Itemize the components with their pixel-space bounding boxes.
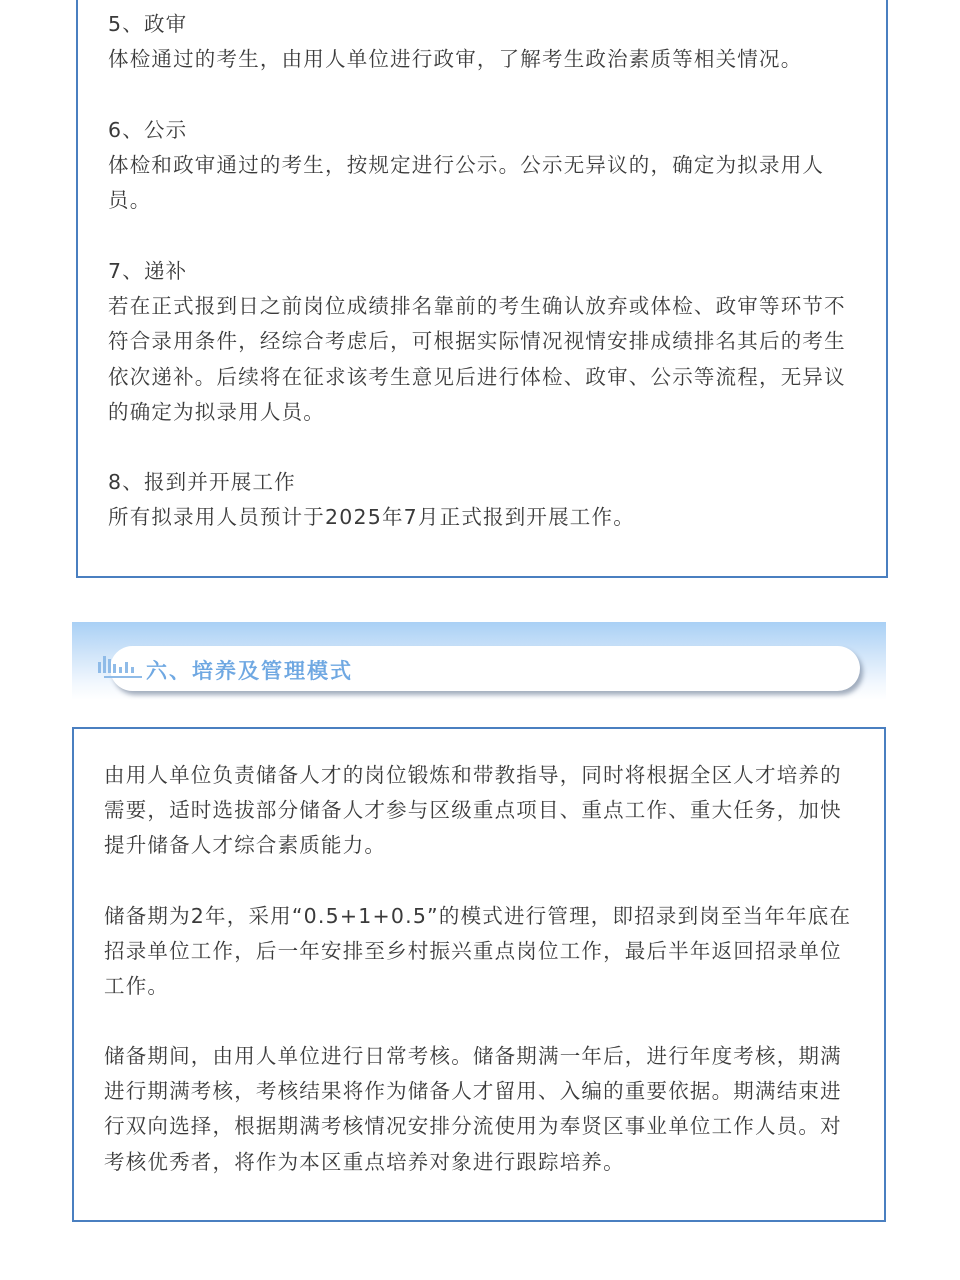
paragraph-reserve-period xyxy=(104,899,859,1005)
step-title: 5、政审 xyxy=(108,12,188,36)
paragraph-line: 储备期间，由用人单位进行日常考核。储备期满一年后，进行年度考核，期满 xyxy=(104,1044,842,1068)
step-7 xyxy=(108,254,860,430)
step-text: 体检通过的考生，由用人单位进行政审，了解考生政治素质等相关情况。 xyxy=(108,47,803,72)
step-6 xyxy=(108,113,860,219)
step-title: 7、递补 xyxy=(108,259,188,283)
section-title: 六、培养及管理模式 xyxy=(146,659,353,683)
step-text: 的确定为拟录用人员。 xyxy=(108,399,325,424)
step-5 xyxy=(108,7,860,77)
paragraph-assessment xyxy=(104,1039,859,1180)
paragraph-line: 由用人单位负责储备人才的岗位锻炼和带教指导，同时将根据全区人才培养的 xyxy=(104,763,842,787)
paragraph-line: 行双向选择，根据期满考核情况安排分流使用为奉贤区事业单位工作人员。对 xyxy=(104,1114,842,1139)
bar-chart-icon xyxy=(98,652,144,678)
paragraph-line: 储备期为2年，采用“0.5+1+0.5”的模式进行管理，即招录到岗至当年年底在 xyxy=(104,904,852,928)
step-title: 6、公示 xyxy=(108,118,188,142)
step-text: 员。 xyxy=(108,188,152,213)
paragraph-line: 考核优秀者，将作为本区重点培养对象进行跟踪培养。 xyxy=(104,1149,625,1174)
section-banner xyxy=(72,622,886,700)
paragraph-line: 进行期满考核，考核结果将作为储备人才留用、入编的重要依据。期满结束进 xyxy=(104,1079,842,1104)
paragraph-line: 需要，适时选拔部分储备人才参与区级重点项目、重点工作、重大任务，加快 xyxy=(104,798,842,823)
step-text: 体检和政审通过的考生，按规定进行公示。公示无异议的，确定为拟录用人 xyxy=(108,153,825,178)
paragraph-training xyxy=(104,758,859,864)
step-text: 若在正式报到日之前岗位成绩排名靠前的考生确认放弃或体检、政审等环节不 xyxy=(108,294,846,319)
paragraph-line: 工作。 xyxy=(104,974,170,999)
paragraph-line: 招录单位工作，后一年安排至乡村振兴重点岗位工作，最后半年返回招录单位 xyxy=(104,939,842,964)
step-text: 所有拟录用人员预计于2025年7月正式报到开展工作。 xyxy=(108,505,635,530)
step-title: 8、报到并开展工作 xyxy=(108,470,296,494)
training-management-box xyxy=(72,727,886,1222)
step-8 xyxy=(108,465,860,535)
step-text: 依次递补。后续将在征求该考生意见后进行体检、政审、公示等流程，无异议 xyxy=(108,364,846,389)
step-text: 符合录用条件，经综合考虑后，可根据实际情况视情安排成绩排名其后的考生 xyxy=(108,329,846,354)
recruitment-steps-box xyxy=(76,0,888,578)
paragraph-line: 提升储备人才综合素质能力。 xyxy=(104,833,387,858)
